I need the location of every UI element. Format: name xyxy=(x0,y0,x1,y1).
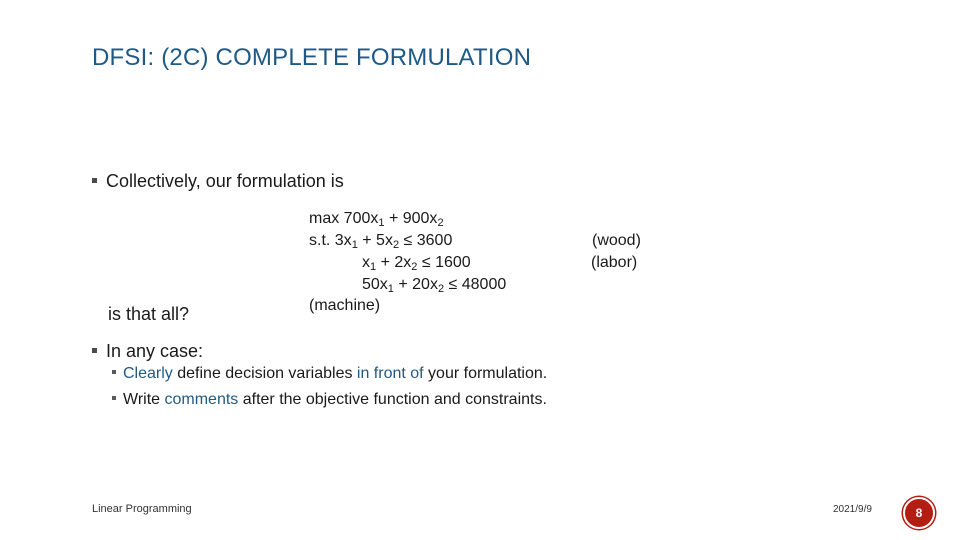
bullet-collectively xyxy=(92,171,344,192)
bullet-marker-icon xyxy=(92,348,97,353)
sub-bullet-text: Write xyxy=(123,391,165,408)
constraint-term-2: + 2x xyxy=(376,254,412,271)
sub-bullet-text: your formulation. xyxy=(423,365,548,382)
objective-line xyxy=(309,208,444,229)
subscript: 2 xyxy=(392,239,400,251)
subscript: 2 xyxy=(437,217,444,229)
subscript: 1 xyxy=(387,283,394,295)
subscript: 1 xyxy=(351,239,358,251)
highlight-comments: comments xyxy=(164,391,239,408)
comment-wood: (wood) xyxy=(592,232,641,249)
constraint-labor xyxy=(362,252,471,273)
constraint-term-1: 50x xyxy=(362,276,388,293)
constraint-machine xyxy=(362,274,506,295)
constraint-wood xyxy=(309,230,452,251)
slide-title: DFSI: (2C) COMPLETE FORMULATION xyxy=(92,44,532,71)
subscript: 1 xyxy=(370,261,377,273)
subscript: 2 xyxy=(437,283,445,295)
sub-bullet-marker-icon xyxy=(112,396,116,400)
constraint-rhs: ≤ 3600 xyxy=(399,232,453,249)
comment-labor: (labor) xyxy=(591,254,638,271)
sub-bullet-define xyxy=(112,365,547,383)
bullet-in-any-case xyxy=(92,341,203,362)
aside-question: is that all? xyxy=(108,304,190,324)
sub-bullet-comments xyxy=(112,391,547,409)
constraint-rhs: ≤ 1600 xyxy=(417,254,471,271)
constraint-rhs: ≤ 48000 xyxy=(444,276,507,293)
footer-course-name: Linear Programming xyxy=(92,503,192,515)
comment-machine: (machine) xyxy=(309,297,381,314)
sub-bullet-text: after the objective function and constraints. xyxy=(238,391,547,408)
constraint-term-2: + 5x xyxy=(357,232,393,249)
page-number-badge: 8 xyxy=(903,497,935,529)
subscript: 1 xyxy=(378,217,385,229)
objective-term-2: + 900x xyxy=(384,210,438,227)
objective-term-1: max 700x xyxy=(309,210,379,227)
constraint-term-1: x xyxy=(362,254,370,271)
constraint-term-1: s.t. 3x xyxy=(309,232,352,249)
bullet-text: Collectively, our formulation is xyxy=(106,171,344,191)
subscript: 2 xyxy=(411,261,418,273)
constraint-term-2: + 20x xyxy=(393,276,438,293)
sub-bullet-marker-icon xyxy=(112,370,116,374)
bullet-marker-icon xyxy=(92,178,97,183)
highlight-in-front-of: in front of xyxy=(356,365,424,382)
bullet-text: In any case: xyxy=(106,341,204,361)
highlight-clearly: Clearly xyxy=(123,365,173,382)
footer-date: 2021/9/9 xyxy=(833,504,872,515)
sub-bullet-text: define decision variables xyxy=(172,365,357,382)
